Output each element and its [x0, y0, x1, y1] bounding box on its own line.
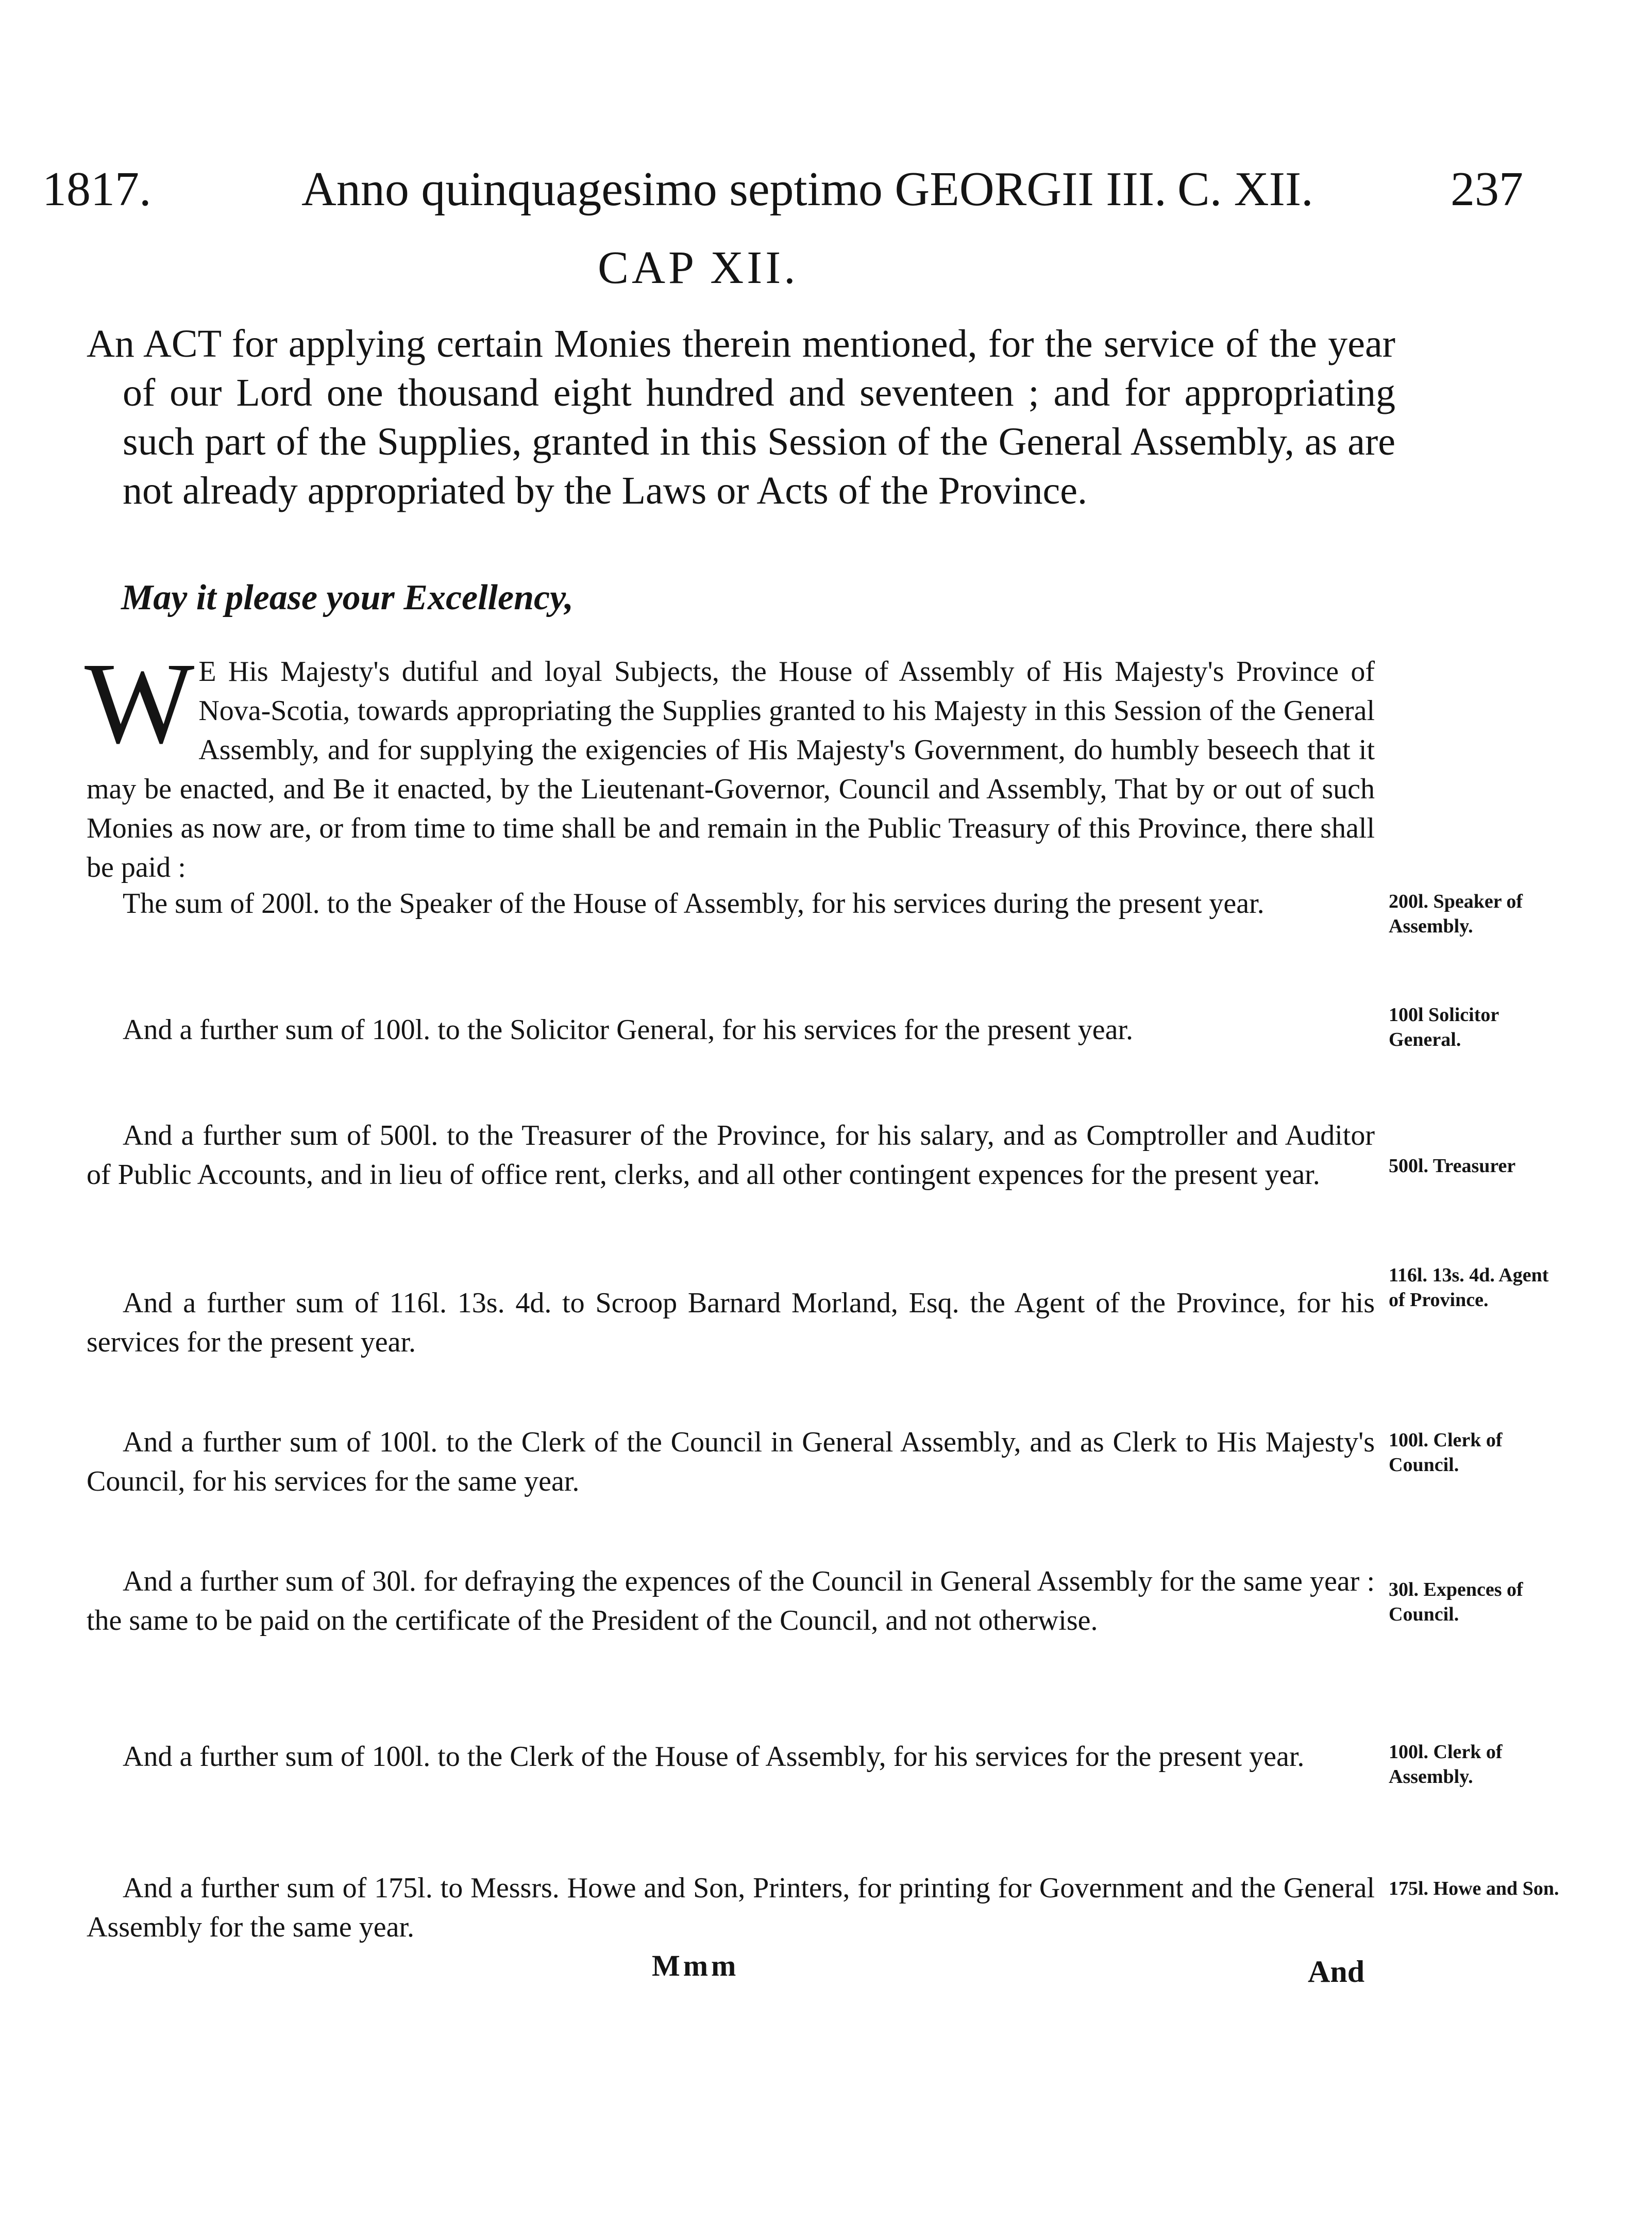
appropriation-council-expences: And a further sum of 30l. for defraying the expences of the Council in General Assembly for the same year : the same to be paid on the certificate of the President of the Council, and not otherwise.: [87, 1565, 1375, 1637]
appropriation-agent: And a further sum of 116l. 13s. 4d. to Scroop Barnard Morland, Esq. the Agent of the Province, for his services for the present year.: [87, 1287, 1375, 1358]
appropriation-printers: And a further sum of 175l. to Messrs. Howe and Son, Printers, for printing for Government and the General Assembly for the same year.: [87, 1872, 1375, 1943]
header-title: Anno quinquagesimo septimo GEORGII III.: [301, 162, 1167, 216]
appropriation-solicitor: And a further sum of 100l. to the Solicitor General, for his services for the present year.: [123, 1014, 1133, 1046]
margin-note-solicitor: 100l Solicitor General.: [1389, 1004, 1499, 1050]
salutation: May it please your Excellency,: [121, 578, 574, 617]
appropriation-council-clerk: And a further sum of 100l. to the Clerk of the Council in General Assembly, and as Clerk to His Majesty's Council, for his services for the same year.: [87, 1426, 1375, 1497]
margin-note-speaker: 200l. Speaker of Assembly.: [1389, 891, 1523, 937]
appropriation-assembly-clerk: And a further sum of 100l. to the Clerk of the House of Assembly, for his services for the present year.: [123, 1741, 1305, 1773]
drop-cap: W: [85, 639, 195, 767]
appropriation-treasurer: And a further sum of 500l. to the Treasurer of the Province, for his salary, and as Comptroller and Auditor of Public Accounts, and in lieu of office rent, clerks, and all other contingent expences for the present year.: [87, 1120, 1375, 1191]
header-chapter: C. XII.: [1177, 162, 1313, 216]
page-number: 237: [1451, 162, 1523, 216]
preamble: [85, 639, 1375, 887]
margin-note-council-clerk: 100l. Clerk of Council.: [1389, 1429, 1503, 1476]
margin-note-council-expences: 30l. Expences of Council.: [1389, 1579, 1523, 1625]
signature-mark: Mmm: [652, 1949, 739, 1982]
preamble-text: E His Majesty's dutiful and loyal Subjects, the House of Assembly of His Majesty's Province of Nova-Scotia, towards appropriating the Supplies granted to his Majesty in this Session of the General Assembly, and for supplying the exigencies of His Majesty's Government, do humbly beseech that it may be enacted, and Be it enacted, by the Lieutenant-Governor, Council and Assembly, That by or out of such Monies as now are, or from time to time shall be and remain in the Public Treasury of this Province, there shall be paid :: [87, 656, 1375, 883]
appropriation-speaker: The sum of 200l. to the Speaker of the House of Assembly, for his services during the present year.: [123, 888, 1265, 920]
catchword: And: [1308, 1955, 1365, 1989]
header-year: 1817.: [42, 162, 151, 216]
margin-note-agent: 116l. 13s. 4d. Agent of Province.: [1389, 1264, 1549, 1311]
margin-note-treasurer: 500l. Treasurer: [1389, 1155, 1516, 1177]
chapter-heading: CAP XII.: [598, 242, 799, 293]
act-title: An ACT for applying certain Monies therein mentioned, for the service of the year of our Lord one thousand eight hundred and seventeen ; and for appropriating such part of the Supplies, granted in this Session of the General Assembly, as are not already appropriated by the Laws or Acts of the Province.: [87, 322, 1395, 512]
margin-note-printers: 175l. Howe and Son.: [1389, 1878, 1559, 1899]
margin-note-assembly-clerk: 100l. Clerk of Assembly.: [1389, 1741, 1503, 1788]
